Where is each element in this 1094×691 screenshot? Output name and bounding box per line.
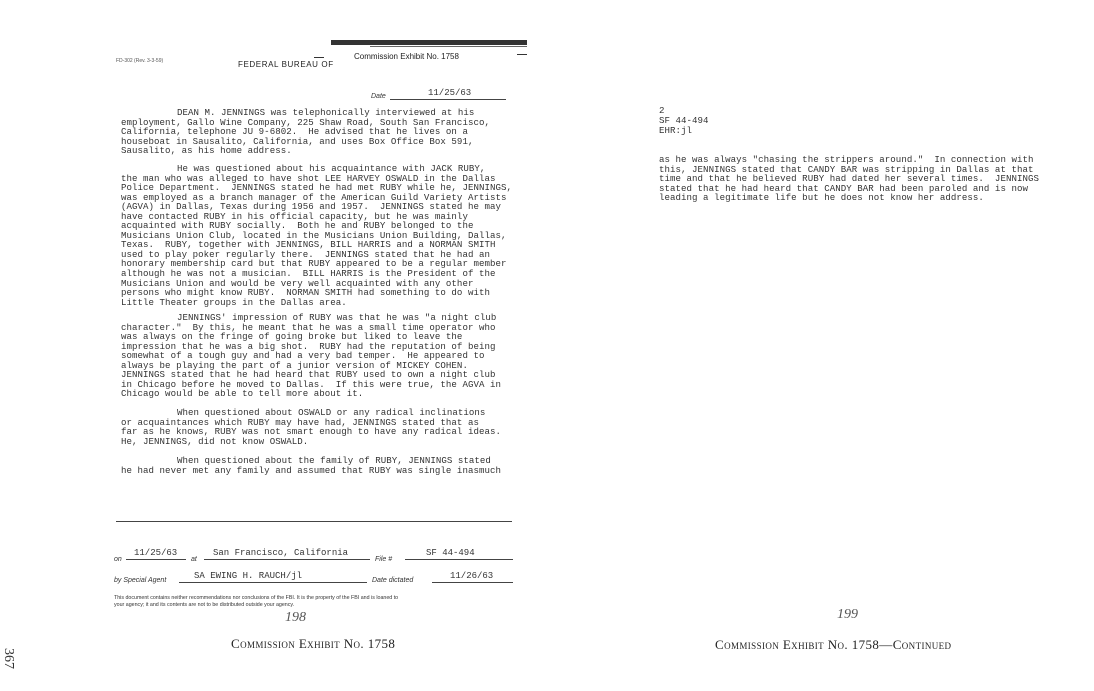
- on-underline: [126, 559, 186, 560]
- top-bar: [331, 40, 527, 45]
- date-value: 11/25/63: [428, 88, 472, 98]
- exhibit-tab: Commission Exhibit No. 1758: [354, 52, 459, 61]
- header-dash-right: [517, 54, 527, 55]
- agent-label: by Special Agent: [114, 577, 167, 584]
- paragraph-3: JENNINGS' impression of RUBY was that he was "a night club character." By this, he meant that he was a small time operator who was always on the fringe of going broke but liked to leave the impression that he was a big shot. RUBY had the reputation of being somewhat of a tough guy and had a very bad temper. He appeared to always be playing the part of a junior version of MICKEY COHEN. JENNINGS stated that he had heard that RUBY used to own a night club in Chicago before he moved to Dallas. If this were true, the AGVA in Chicago would be able to tell more about it.: [121, 312, 501, 400]
- right-document-page: [547, 0, 1094, 691]
- file-value: SF 44-494: [426, 548, 475, 558]
- exhibit-caption-right: Commission Exhibit No. 1758—Continued: [715, 637, 952, 652]
- header-dash: [314, 57, 324, 58]
- file-reference: SF 44-494: [659, 115, 709, 126]
- agent-initials: EHR:jl: [659, 125, 693, 136]
- paragraph-1: DEAN M. JENNINGS was telephonically interviewed at his employment, Gallo Wine Company, 225 Shaw Road, South San Francisco, California, telephone JU 9-6802. He advised that he lives on a houseboat in Sausalito, California, and uses Box Office Box 591, Sausalito, as his home address.: [121, 107, 490, 157]
- dictated-value: 11/26/63: [450, 571, 494, 581]
- date-underline: [390, 99, 506, 100]
- file-underline: [405, 559, 513, 560]
- at-label: at: [191, 556, 197, 563]
- file-label: File #: [375, 556, 393, 563]
- handwritten-page-number: 198: [285, 610, 306, 625]
- at-underline: [204, 559, 370, 560]
- fbi-disclaimer: This document contains neither recommendations nor conclusions of the FBI. It is the property of the FBI and is loaned to your agency; it and its contents are not to be distributed outside your agency.: [114, 595, 399, 608]
- date-label: Date: [371, 93, 386, 100]
- dictated-underline: [432, 582, 513, 583]
- paragraph-5: When questioned about the family of RUBY, JENNINGS stated he had never met any family and assumed that RUBY was single inasmuch: [121, 455, 501, 476]
- paragraph-2: He was questioned about his acquaintance with JACK RUBY, the man who was alleged to have shot LEE HARVEY OSWALD in the Dallas Police Department. JENNINGS stated he had met RUBY while he, JENNINGS, was employed as a branch manager of the American Guild Variety Artists (AGVA) in Dallas, Texas during 1956 and 1957. JENNINGS stated he may have contacted RUBY in his official capacity, but he was mainly acquainted with RUBY socially. Both he and RUBY belonged to the Musicians Union Club, located in the Musicians Union Building, Dallas, Texas. RUBY, together with JENNINGS, BILL HARRIS and a NORMAN SMITH used to play poker regularly there. JENNINGS stated that he had an honorary membership card but that RUBY appeared to be a regular member although he was not a musician. BILL HARRIS is the President of the Musicians Union and would be very well acquainted with any other persons who might know RUBY. NORMAN SMITH had something to do with Little Theater groups in the Dallas area.: [121, 163, 513, 308]
- form-code: FD-302 (Rev. 3-3-59): [116, 58, 164, 64]
- agent-underline: [179, 582, 367, 583]
- form-separator: [116, 521, 512, 522]
- agency-header: FEDERAL BUREAU OF: [238, 60, 334, 69]
- on-label: on: [114, 556, 122, 563]
- on-value: 11/25/63: [134, 548, 178, 558]
- continued-paragraph: as he was always "chasing the strippers around." In connection with this, JENNINGS stated that CANDY BAR was stripping in Dallas at that time and that he believed RUBY had dated her several times. JENNINGS stated that he had heard that CANDY BAR had been paroled and is now leading a legitimate life but he does not know her address.: [659, 154, 1039, 204]
- margin-page-number: 367: [1, 648, 16, 669]
- paragraph-4: When questioned about OSWALD or any radical inclinations or acquaintances which RUBY may have had, JENNINGS stated that as far as he knows, RUBY was not smart enough to have any radical ideas. He, JENNINGS, did not know OSWALD.: [121, 407, 501, 447]
- page-number: 2: [659, 105, 665, 116]
- at-value: San Francisco, California: [213, 548, 349, 558]
- exhibit-caption-left: Commission Exhibit No. 1758: [231, 636, 396, 651]
- dictated-label: Date dictated: [372, 577, 414, 584]
- agent-value: SA EWING H. RAUCH/jl: [194, 571, 303, 581]
- top-bar-thin: [370, 46, 527, 47]
- handwritten-page-number-right: 199: [837, 607, 858, 622]
